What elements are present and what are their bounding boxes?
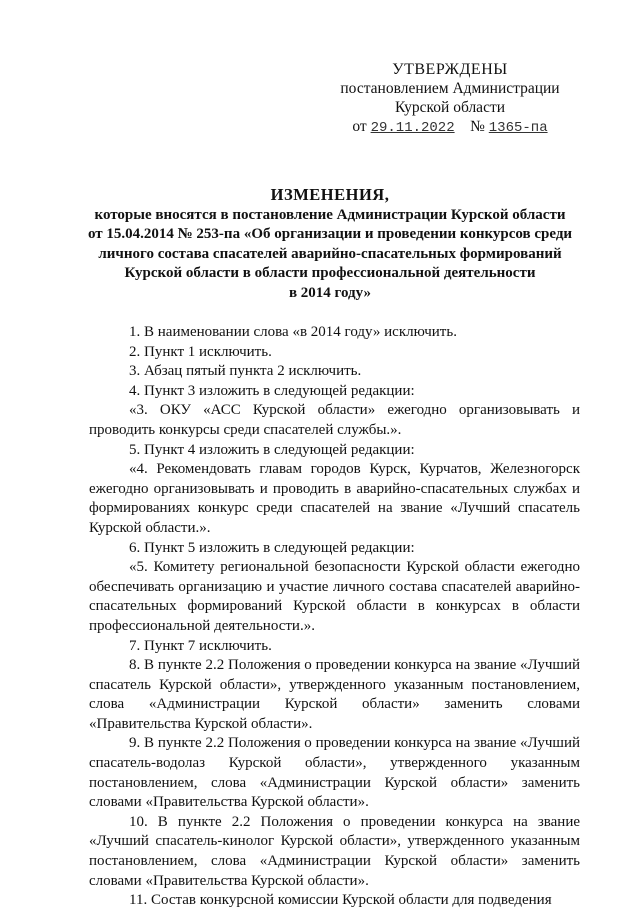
paragraph-4: 4. Пункт 3 изложить в следующей редакции: (129, 382, 415, 399)
document-title (80, 185, 580, 303)
title-line: от 15.04.2014 № 253-па «Об организации и проведении конкурсов среди (87, 226, 573, 242)
title-line: Курской области в области профессиональной деятельности (124, 265, 536, 281)
date-prefix: от (352, 118, 367, 135)
document-body (89, 323, 580, 911)
paragraph-3: 3. Абзац пятый пункта 2 исключить. (129, 363, 362, 380)
title-line: личного состава спасателей аварийно-спасательных формирований (98, 245, 562, 262)
paragraph-5: 5. Пункт 4 изложить в следующей редакции: (129, 441, 415, 458)
paragraph-6: 6. Пункт 5 изложить в следующей редакции: (129, 539, 415, 556)
approval-heading: УТВЕРЖДЕНЫ (392, 61, 508, 78)
paragraph-9: 9. В пункте 2.2 Положения о проведении конкурса на звание «Лучший спасатель-водолаз Курской области», утвержденного указанным постановлением, слова «Администрации Курской области» заменить словами «Правительства Курской области». (89, 735, 580, 811)
paragraph-11: 11. Состав конкурсной комиссии Курской области для подведения (129, 892, 552, 909)
paragraph-7: 7. Пункт 7 исключить. (129, 637, 272, 654)
number-prefix: № (470, 118, 485, 135)
title-line: которые вносятся в постановление Администрации Курской области (94, 206, 566, 223)
paragraph-10: 10. В пункте 2.2 Положения о проведении конкурса на звание «Лучший спасатель-кинолог Курской области», утвержденного указанным постановлением, слова «Администрации Курской области» заменить словами «Правительства Курской области». (89, 813, 580, 889)
approval-line-2: Курской области (394, 99, 506, 116)
paragraph-1: 1. В наименовании слова «в 2014 году» исключить. (129, 324, 457, 340)
paragraph-2: 2. Пункт 1 исключить. (129, 343, 272, 360)
paragraph-8: 8. В пункте 2.2 Положения о проведении конкурса на звание «Лучший спасатель Курской области», утвержденного указанным постановлением, слова «Администрации Курской области» заменить словами «Правительства Курской области». (89, 657, 580, 732)
paragraph-4-quote: «3. ОКУ «АСС Курской области» ежегодно организовывать и проводить конкурсы среди спасателей службы.». (89, 402, 580, 438)
title-line: в 2014 году» (288, 284, 372, 301)
approval-block (300, 60, 600, 138)
paragraph-5-quote: «4. Рекомендовать главам городов Курск, Курчатов, Железногорск ежегодно организовывать и проводить в аварийно-спасательных службах и формированиях конкурс среди спасателей на звание «Лучший спасатель Курской области.». (89, 461, 580, 536)
title-main: ИЗМЕНЕНИЯ, (270, 185, 390, 204)
approval-date-line (300, 117, 600, 138)
approval-number: 1365-па (488, 120, 548, 136)
approval-line-1: постановлением Администрации (340, 80, 560, 97)
paragraph-6-quote: «5. Комитету региональной безопасности Курской области ежегодно обеспечивать организацию и участие личного состава спасателей аварийно-спасательных формирований Курской области в конкурсах в области профессиональной деятельности.». (89, 559, 580, 634)
approval-date: 29.11.2022 (370, 120, 455, 136)
